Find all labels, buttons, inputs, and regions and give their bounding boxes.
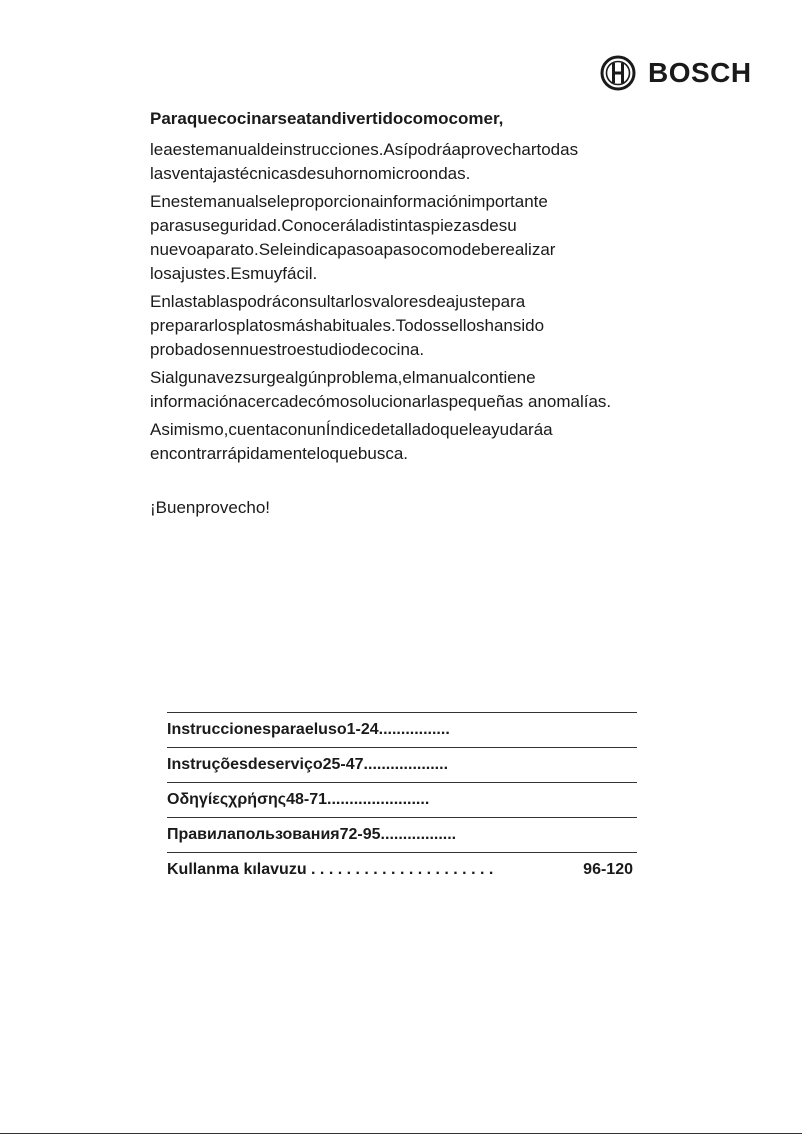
intro-heading: Paraquecocinarseatandivertidocomocomer, (150, 109, 504, 128)
toc-turkish-label: Kullanma kılavuzu . . . . . . . . . . . . . . . . . . . . . (167, 861, 494, 878)
intro-paragraph-1: leaestemanualdeinstrucciones.Asípodráaprovechartodas lasventajastécnicasdesuhornomicroondas. (150, 140, 579, 183)
toc-turkish-pages: 96-120 (583, 861, 633, 878)
bosch-armature-icon (600, 55, 636, 91)
brand-name: BOSCH (648, 57, 752, 88)
toc-row-portuguese: Instruçõesdeserviço25-47................... (167, 747, 637, 782)
toc-row-spanish: Instruccionesparaeluso1-24................ (167, 712, 637, 747)
toc-row-russian: Правилапользования72-95................. (167, 817, 637, 852)
intro-paragraph-4: Sialgunavezsurgealgúnproblema,elmanualcontiene informaciónacercadecómosolucionarlaspequeñas anomalías. (150, 368, 612, 411)
intro-paragraph-2: Enestemanualseleproporcionainformaciónimportante parasuseguridad.Conoceráladistintaspiezasdesu nuevoaparato.Seleindicapasoapasocomodeberealizar losajustes.Esmuyfácil. (150, 192, 556, 283)
language-toc (167, 712, 637, 887)
intro-paragraph-5: Asimismo,cuentaconunÍndicedetalladoqueleayudaráa encontrarrápidamenteloquebusca. (150, 420, 553, 463)
toc-row-turkish (167, 852, 637, 887)
bosch-logo (600, 54, 760, 92)
toc-row-greek: Οδηγίεςχρήσης48-71....................... (167, 782, 637, 817)
intro-paragraph-3: Enlastablaspodráconsultarlosvaloresdeajustepara prepararlosplatosmáshabituales.Todosselloshansido probadosennuestroestudiodecocina. (150, 292, 545, 359)
page-bottom-rule (0, 1133, 802, 1134)
intro-section (150, 106, 630, 520)
closing-text: ¡Buenprovecho! (150, 498, 271, 517)
